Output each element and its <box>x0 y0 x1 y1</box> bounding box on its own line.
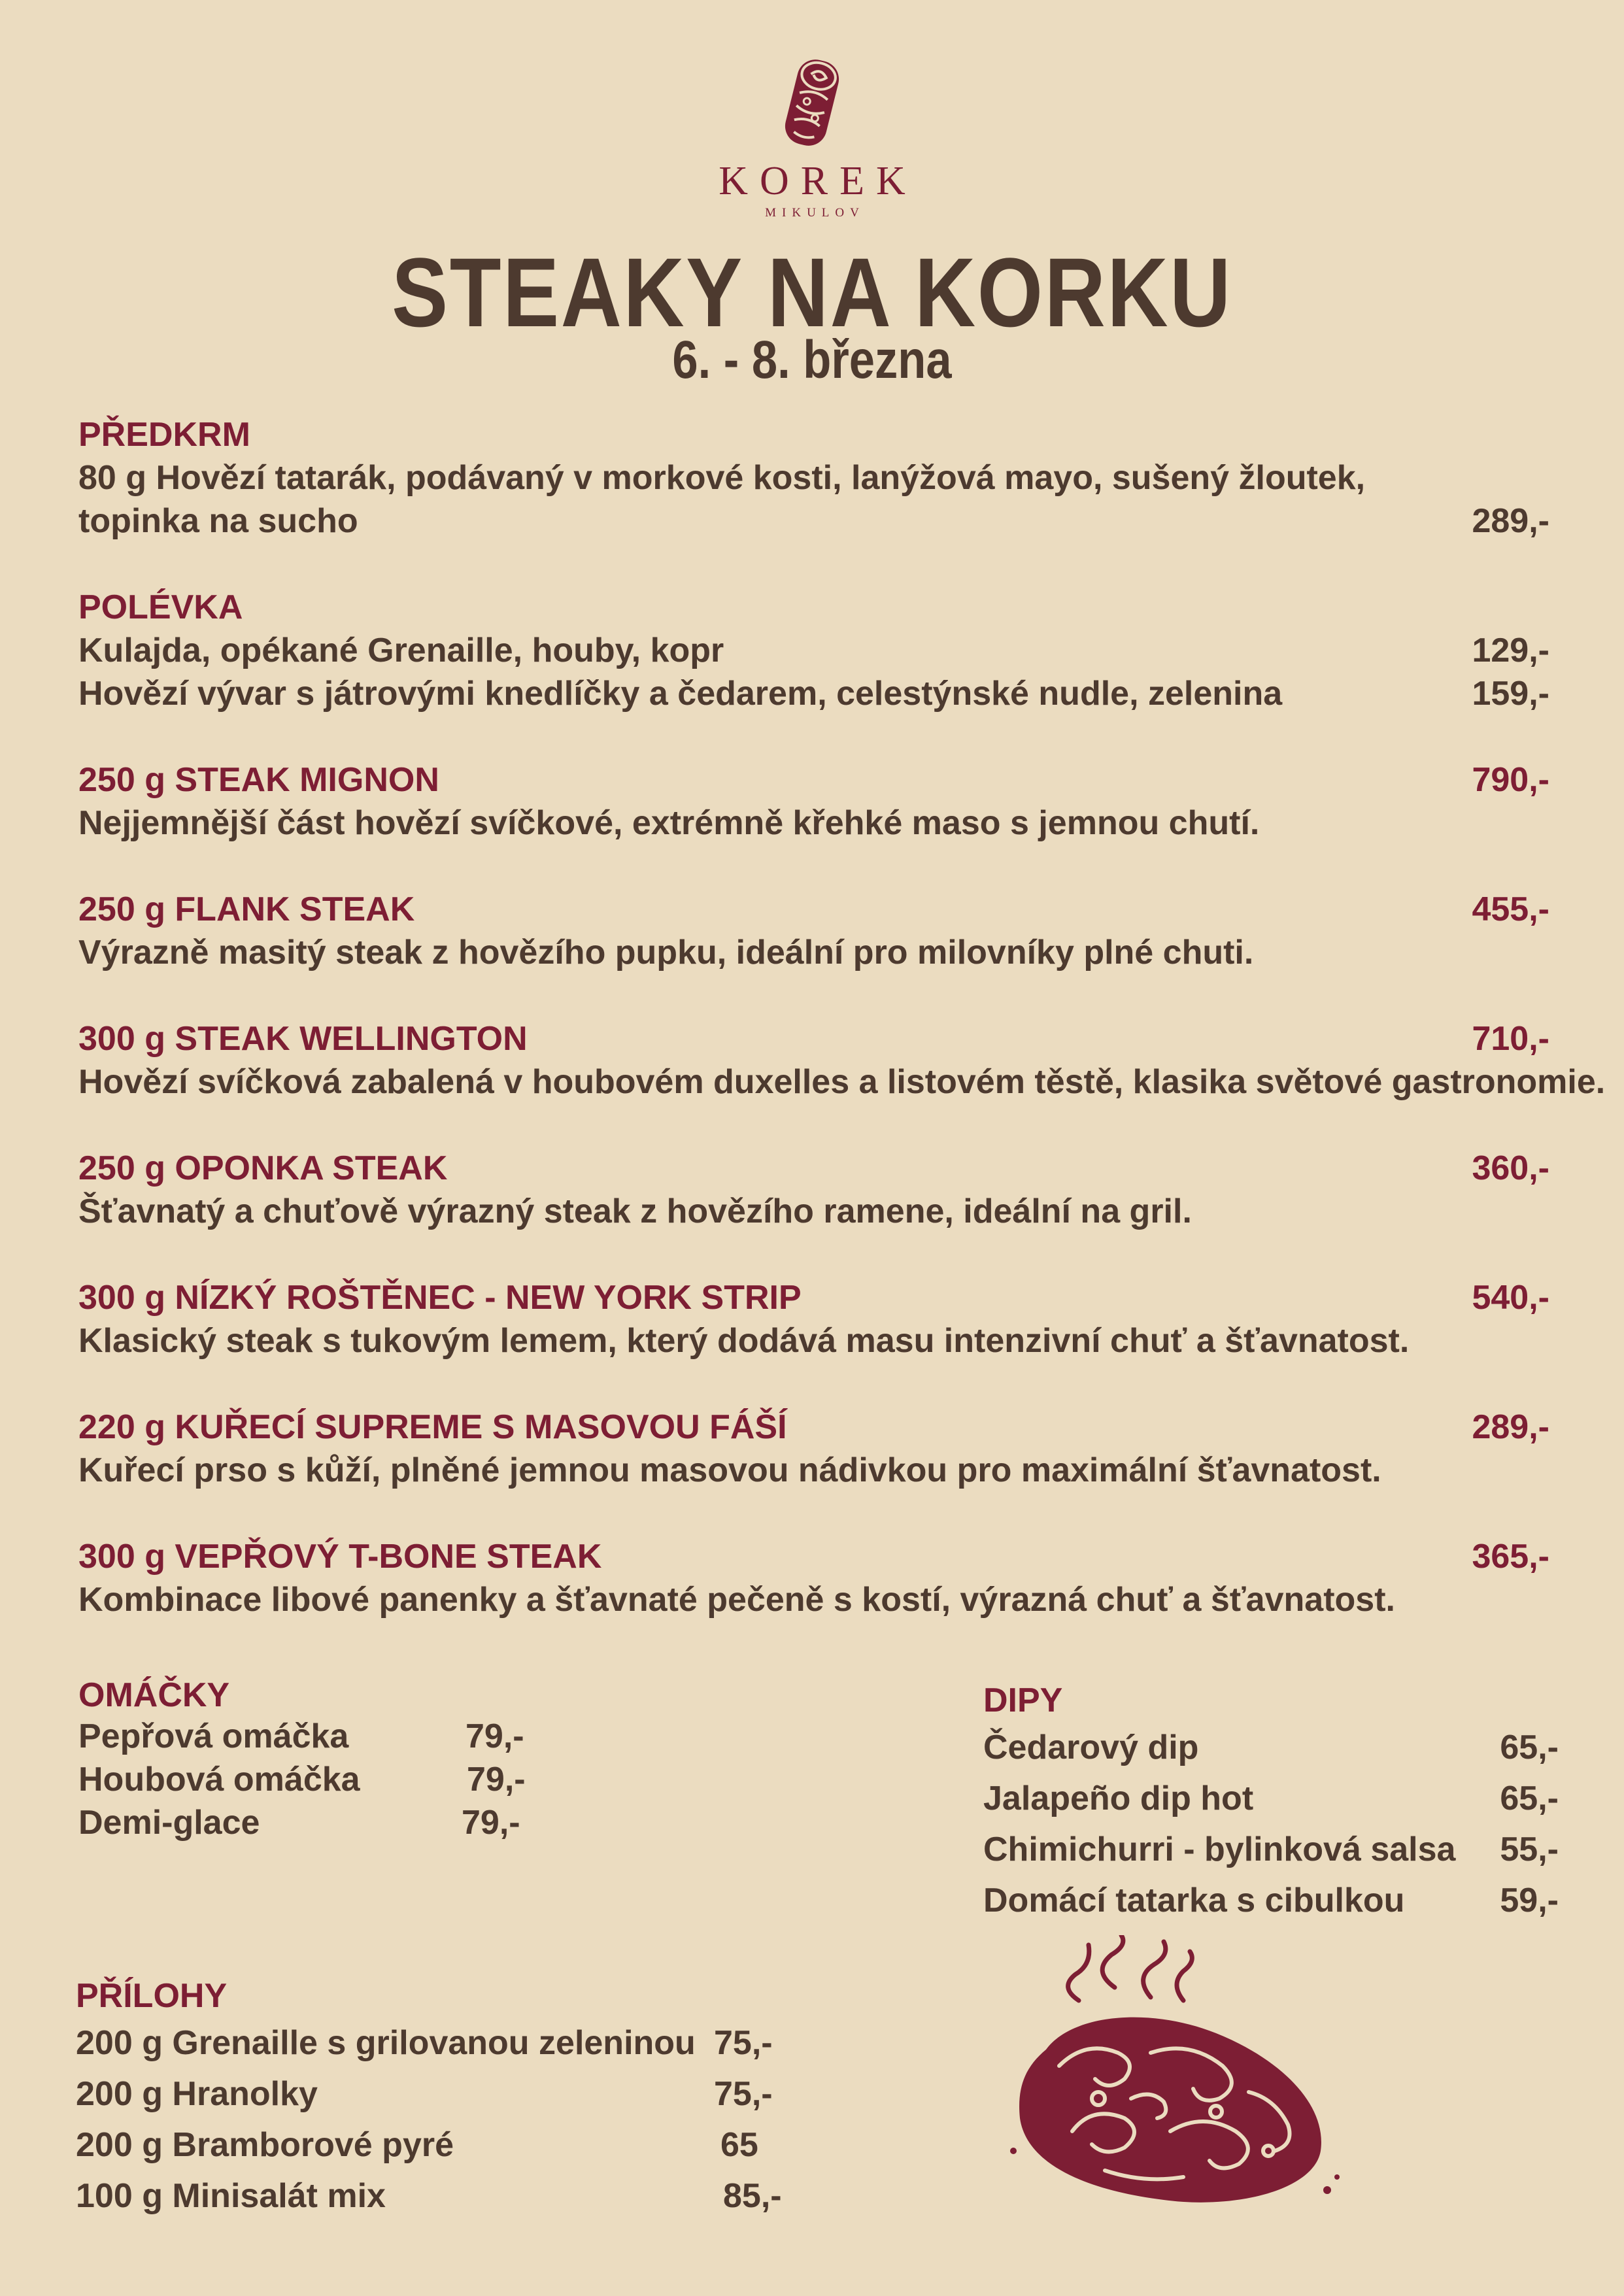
item-heading <box>78 1147 1549 1190</box>
item-price: 65 <box>720 2126 758 2164</box>
list-item <box>983 1875 1559 1926</box>
menu-section-t-bone <box>78 1535 1549 1621</box>
item-price: 79,- <box>465 1717 524 1755</box>
item-description: Kombinace libové panenky a šťavnaté pečeně s kostí, výrazná chuť a šťavnatost. <box>78 1581 1395 1619</box>
item-price: 79,- <box>462 1804 520 1842</box>
menu-list <box>78 413 1606 1664</box>
menu-section-polevka <box>78 586 1549 715</box>
list-item <box>76 2068 808 2119</box>
menu-section-predkrm <box>78 413 1549 543</box>
item-description: Kuřecí prso s kůží, plněné jemnou masovou nádivkou pro maximální šťavnatost. <box>78 1451 1381 1489</box>
item-name: Chimichurri - bylinková salsa <box>983 1831 1456 1868</box>
menu-section-new-york-strip <box>78 1276 1549 1362</box>
list-item <box>983 1773 1559 1824</box>
cork-logo-icon <box>779 56 845 150</box>
item-price: 289,- <box>1472 1408 1549 1446</box>
list-item <box>76 2017 808 2068</box>
list-item <box>78 1760 549 1803</box>
item-price: 289,- <box>1472 502 1549 540</box>
menu-item <box>78 672 1549 715</box>
menu-section-steak-wellington <box>78 1017 1606 1104</box>
item-price: 75,- <box>714 2024 773 2062</box>
section-heading <box>78 586 1549 629</box>
brand-name: KOREK <box>719 159 917 203</box>
item-heading <box>78 888 1549 931</box>
item-name: Čedarový dip <box>983 1729 1199 1766</box>
item-description <box>78 499 1549 543</box>
item-price: 540,- <box>1472 1279 1549 1317</box>
menu-section-oponka-steak <box>78 1147 1549 1233</box>
item-heading <box>78 1017 1549 1060</box>
heading-text: POLÉVKA <box>78 588 243 626</box>
item-price: 65,- <box>1500 1780 1559 1817</box>
dips-section <box>983 1679 1559 1926</box>
item-price: 790,- <box>1472 761 1549 799</box>
item-name: 200 g Grenaille s grilovanou zeleninou <box>76 2024 696 2062</box>
item-name: Jalapeño dip hot <box>983 1780 1254 1817</box>
item-price: 455,- <box>1472 890 1549 928</box>
page-subtitle: 6. - 8. března <box>672 330 952 390</box>
item-description: Nejjemnější část hovězí svíčkové, extrémně křehké maso s jemnou chutí. <box>78 804 1260 842</box>
item-name: Domácí tatarka s cibulkou <box>983 1882 1405 1919</box>
item-heading <box>78 1406 1549 1449</box>
item-heading <box>78 1276 1549 1319</box>
item-name: Houbová omáčka <box>78 1761 360 1798</box>
heading-text: PŘEDKRM <box>78 416 250 454</box>
item-description: Hovězí svíčková zabalená v houbovém duxelles a listovém těstě, klasika světové gastronomie. <box>78 1063 1606 1101</box>
item-description: Výrazně masitý steak z hovězího pupku, ideální pro milovníky plné chuti. <box>78 934 1254 971</box>
menu-item <box>78 629 1549 672</box>
item-text: Hovězí vývar s játrovými knedlíčky a čedarem, celestýnské nudle, zelenina <box>78 675 1283 713</box>
item-text: Kulajda, opékané Grenaille, houby, kopr <box>78 632 724 669</box>
item-name: 250 g OPONKA STEAK <box>78 1149 448 1187</box>
item-text: topinka na sucho <box>78 502 358 540</box>
item-name: Pepřová omáčka <box>78 1717 349 1755</box>
menu-section-steak-mignon <box>78 758 1549 845</box>
item-price: 55,- <box>1500 1831 1559 1868</box>
item-price: 79,- <box>467 1761 526 1798</box>
list-item <box>983 1722 1559 1773</box>
item-name: 200 g Bramborové pyré <box>76 2126 454 2164</box>
item-name: 220 g KUŘECÍ SUPREME S MASOVOU FÁŠÍ <box>78 1408 787 1446</box>
item-price: 159,- <box>1472 675 1549 713</box>
item-name: Demi-glace <box>78 1804 260 1842</box>
item-description <box>78 456 1549 499</box>
item-price: 85,- <box>723 2177 782 2215</box>
item-price: 360,- <box>1472 1149 1549 1187</box>
sauces-section <box>78 1674 549 1846</box>
item-name: 200 g Hranolky <box>76 2075 318 2113</box>
item-price: 129,- <box>1472 632 1549 669</box>
item-name: 250 g STEAK MIGNON <box>78 761 439 799</box>
item-heading <box>78 758 1549 802</box>
brand-subtitle: MIKULOV <box>765 206 865 220</box>
menu-section-flank-steak <box>78 888 1549 974</box>
section-heading: PŘÍLOHY <box>76 1977 228 2015</box>
item-price: 710,- <box>1472 1020 1549 1058</box>
section-heading: OMÁČKY <box>78 1676 230 1714</box>
steak-icon <box>1000 1935 1353 2216</box>
list-item <box>983 1824 1559 1875</box>
item-text: 80 g Hovězí tatarák, podávaný v morkové kosti, lanýžová mayo, sušený žloutek, <box>78 459 1366 497</box>
item-description: Šťavnatý a chuťově výrazný steak z hovězího ramene, ideální na gril. <box>78 1192 1192 1230</box>
item-name: 300 g VEPŘOVÝ T-BONE STEAK <box>78 1538 602 1576</box>
item-name: 250 g FLANK STEAK <box>78 890 415 928</box>
item-description: Klasický steak s tukovým lemem, který dodává masu intenzivní chuť a šťavnatost. <box>78 1322 1410 1360</box>
item-name: 300 g NÍZKÝ ROŠTĚNEC - NEW YORK STRIP <box>78 1279 802 1317</box>
item-price: 365,- <box>1472 1538 1549 1576</box>
item-name: 100 g Minisalát mix <box>76 2177 386 2215</box>
sides-section <box>76 1974 808 2221</box>
menu-section-kureci-supreme <box>78 1406 1549 1492</box>
section-heading <box>78 413 1549 456</box>
brand-logo <box>0 56 1624 220</box>
page-title: STEAKY NA KORKU <box>392 237 1232 347</box>
item-name: 300 g STEAK WELLINGTON <box>78 1020 528 1058</box>
item-heading <box>78 1535 1549 1578</box>
list-item <box>76 2170 808 2221</box>
list-item <box>78 1803 549 1846</box>
item-price: 65,- <box>1500 1729 1559 1766</box>
list-item <box>78 1717 549 1760</box>
section-heading: DIPY <box>983 1681 1063 1719</box>
item-price: 59,- <box>1500 1882 1559 1919</box>
list-item <box>76 2119 808 2170</box>
item-price: 75,- <box>714 2075 773 2113</box>
